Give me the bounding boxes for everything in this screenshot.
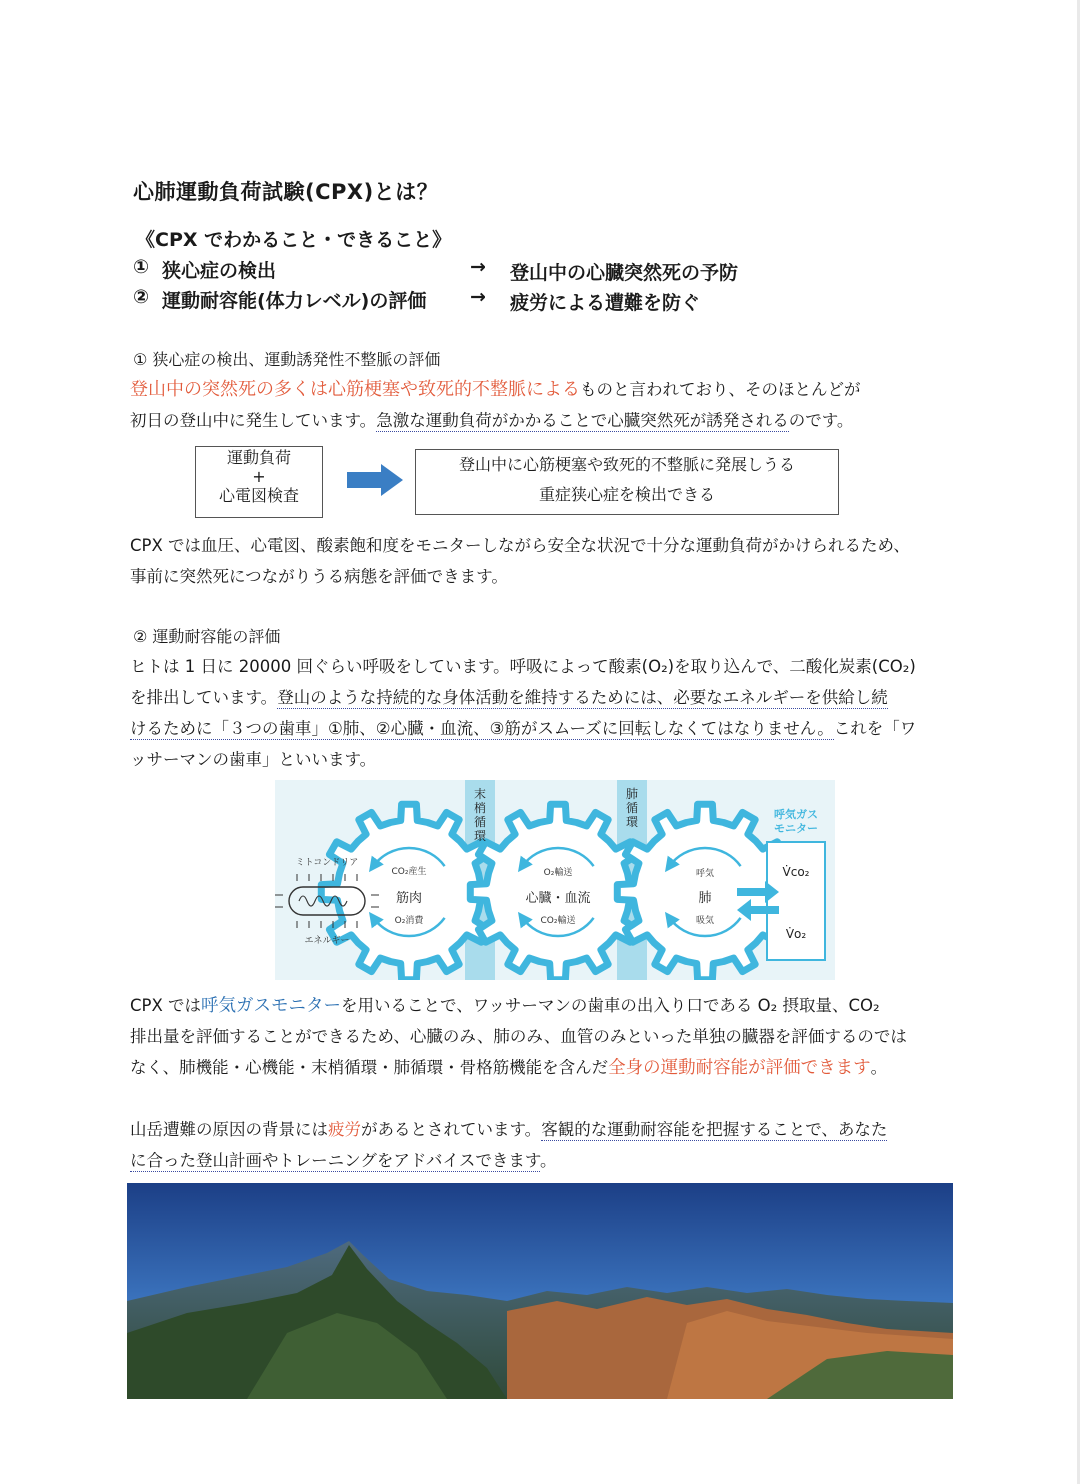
energy-label: エネルギー	[304, 936, 350, 946]
wasserman-gear-diagram	[275, 780, 835, 980]
section2-line3-underlined: けるために「３つの歯車」①肺、②心臓・血流、③筋がスムーズに回転しなくてはなりません。	[130, 719, 834, 738]
section1-line2-b: のです。	[788, 411, 854, 430]
vo2-label: V̇o₂	[785, 927, 807, 941]
section4-red-text: 疲労	[328, 1120, 361, 1139]
box-left-line3: 心電図検査	[218, 486, 299, 505]
section2-line2-a: を排出しています。	[130, 688, 278, 707]
gear2-bottom: CO₂輸送	[540, 916, 576, 926]
section3-line1-b: を用いることで、ワッサーマンの歯車の出入り口である O₂ 摂取量、CO₂	[341, 996, 880, 1015]
summary-arrow-1: →	[470, 256, 486, 278]
section1-line1-rest: ものと言われており、そのほとんどが	[580, 380, 861, 399]
section1-para2-line2: 事前に突然死につながりうる病態を評価できます。	[130, 567, 508, 586]
box-left-line2: +	[252, 467, 266, 486]
box-left-line1: 運動負荷	[226, 448, 291, 467]
section1-red-text: 登山中の突然死の多くは心筋梗塞や致死的不整脈による	[130, 379, 580, 400]
box-detect-angina	[415, 449, 839, 515]
monitor-title-1: 呼気ガス	[774, 808, 818, 821]
gear3-center: 肺	[698, 891, 712, 906]
section4-line1-a: 山岳遭難の原因の背景には	[130, 1120, 328, 1139]
right-arrow-icon	[347, 464, 403, 496]
section4-line1-b: があるとされています。	[361, 1120, 542, 1139]
section1-line2-underlined: 急激な運動負荷がかかることで心臓突然死が誘発される	[376, 411, 789, 430]
section3-line1	[130, 990, 880, 1022]
section3-blue-text: 呼気ガスモニター	[201, 996, 342, 1016]
section3-line3-a: なく、肺機能・心機能・末梢循環・肺循環・骨格筋機能を含んだ	[130, 1058, 609, 1077]
box-right-line2: 重症狭心症を検出できる	[538, 485, 715, 504]
section4-line2-underlined: に合った登山計画やトレーニングをアドバイスできます	[130, 1151, 541, 1170]
gear2-top: O₂輸送	[543, 868, 573, 878]
section1-para1-line2	[130, 405, 853, 436]
page-title: 心肺運動負荷試験(CPX)とは？	[133, 180, 439, 204]
band2-label: 肺循環	[625, 787, 639, 829]
box-right-line1: 登山中に心筋梗塞や致死的不整脈に発展しうる	[458, 455, 795, 474]
section1-heading: ① 狭心症の検出、運動誘発性不整脈の評価	[133, 350, 441, 369]
vco2-label: V̇co₂	[782, 865, 810, 879]
gear1-bottom: O₂消費	[394, 916, 424, 926]
monitor-title-2: モニター	[774, 822, 818, 835]
section3-line3	[130, 1052, 887, 1084]
section3-red-text: 全身の運動耐容能が評価できます	[608, 1058, 871, 1078]
box-exercise-ecg	[195, 446, 323, 518]
section3-line1-a: CPX では	[130, 996, 202, 1015]
section3-line3-b: 。	[870, 1058, 888, 1077]
gear3-bottom: 吸気	[695, 916, 715, 926]
section4-line1-underlined: 客観的な運動耐容能を把握することで、あなた	[541, 1120, 888, 1139]
section4-line2	[130, 1145, 557, 1176]
section2-line2-underlined: 登山のような持続的な身体活動を維持するためには、必要なエネルギーを供給し続	[277, 688, 888, 707]
summary-num-2: ②	[133, 286, 150, 308]
gas-monitor-box	[767, 842, 825, 960]
section2-line3-b: これを「ワ	[833, 719, 917, 738]
summary-num-1: ①	[133, 256, 150, 278]
section1-line2-a: 初日の登山中に発生しています。	[130, 411, 377, 430]
section1-para2-line1: CPX では血圧、心電図、酸素飽和度をモニターしながら安全な状況で十分な運動負荷がかけられるため、	[130, 536, 910, 555]
summary-right-2: 疲労による遭難を防ぐ	[510, 292, 701, 314]
section2-line3	[130, 713, 916, 744]
summary-left-2: 運動耐容能(体力レベル)の評価	[162, 290, 427, 312]
summary-right-1: 登山中の心臓突然死の予防	[510, 262, 739, 284]
section3-line2: 排出量を評価することができるため、心臓のみ、肺のみ、血管のみといった単独の臓器を評価するのでは	[130, 1027, 907, 1046]
section4-line2-b: 。	[540, 1151, 557, 1170]
section2-line1: ヒトは 1 日に 20000 回ぐらい呼吸をしています。呼吸によって酸素(O₂)を取り込んで、二酸化炭素(CO₂)	[130, 657, 916, 676]
band1-label: 末梢循環	[473, 787, 487, 843]
mountain-photo	[127, 1183, 953, 1399]
gear1-center: 筋肉	[395, 891, 423, 906]
section1-para1-line1	[130, 374, 861, 405]
gear3-top: 呼気	[695, 869, 715, 879]
summary-arrow-2: →	[470, 286, 486, 308]
section2-line4: ッサーマンの歯車」といいます。	[130, 750, 377, 769]
section2-heading: ② 運動耐容能の評価	[133, 627, 281, 646]
section4-line1	[130, 1114, 887, 1145]
mitochondria-label: ミトコンドリア	[295, 858, 359, 868]
gear2-center: 心臓・血流	[525, 891, 591, 906]
subtitle: 《CPX でわかること・できること》	[136, 229, 452, 251]
section2-line2	[130, 682, 888, 713]
gear1-top: CO₂産生	[391, 867, 427, 877]
summary-left-1: 狭心症の検出	[162, 260, 277, 282]
